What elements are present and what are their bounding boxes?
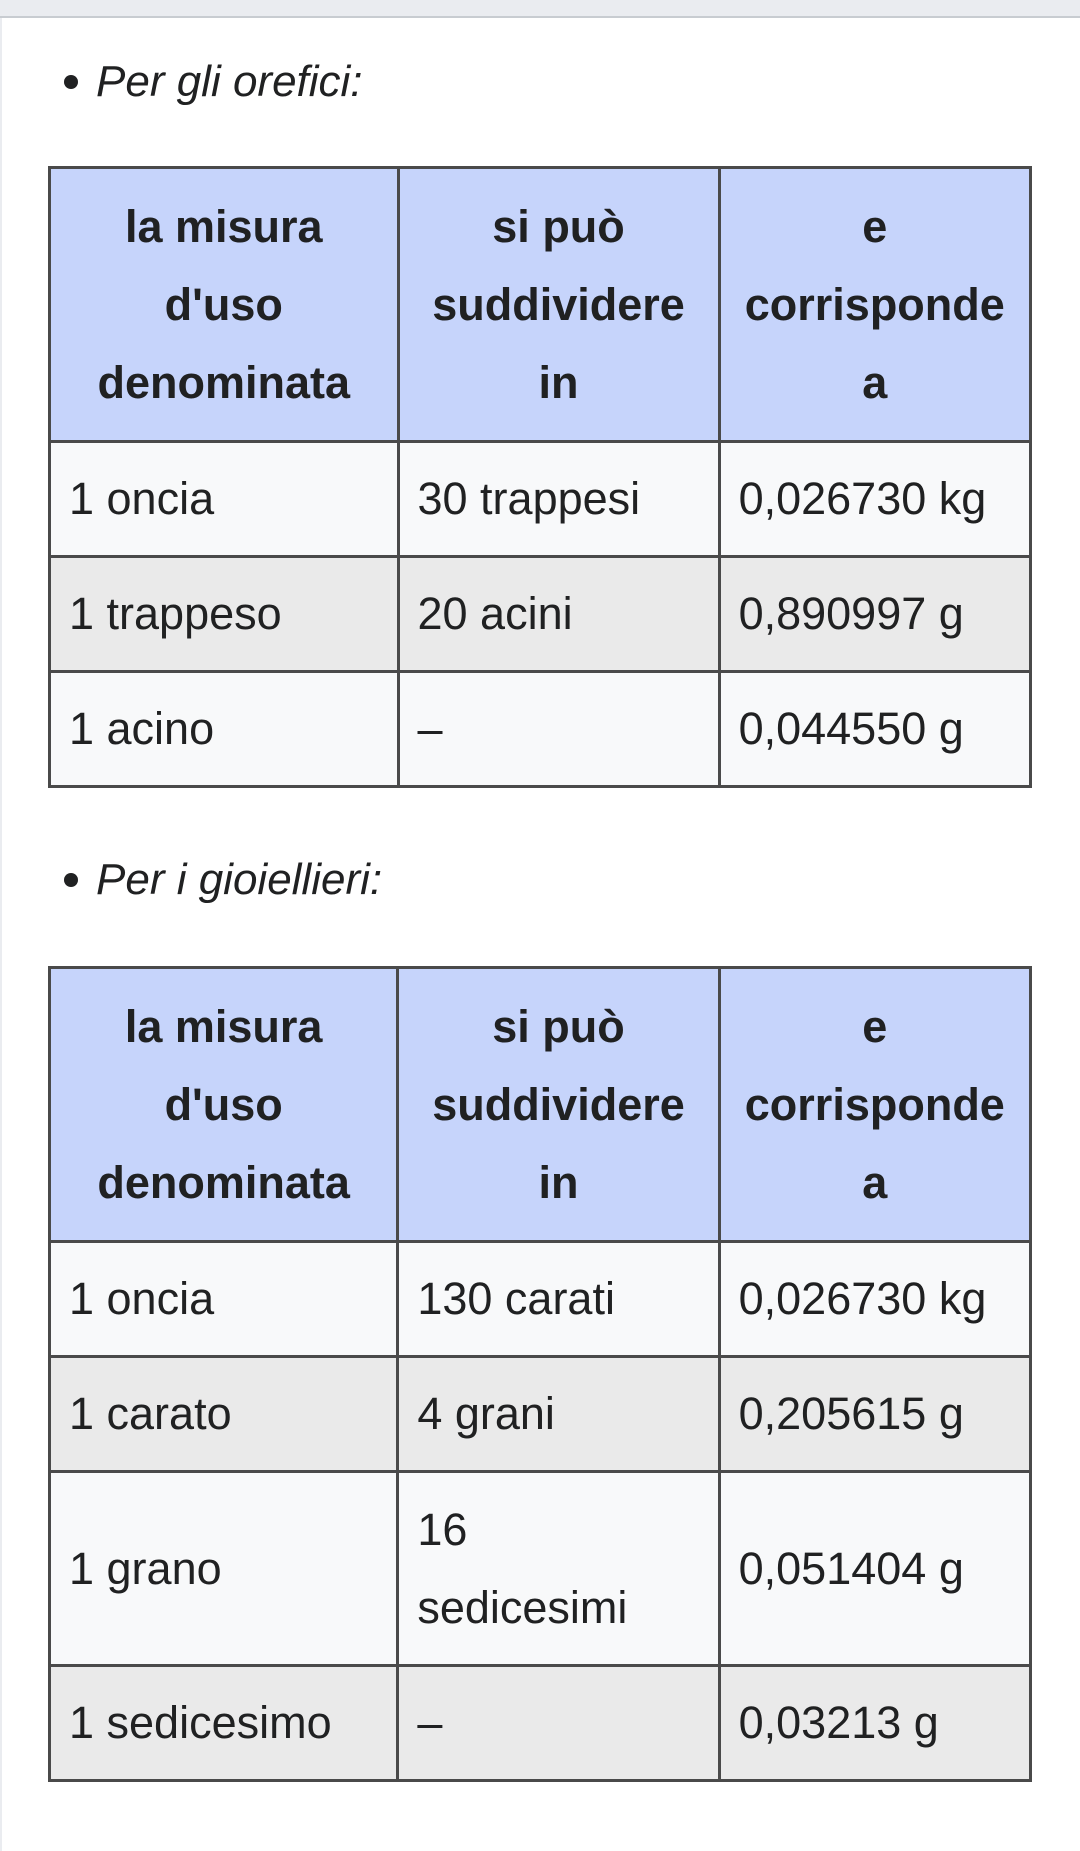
header-equivalent: e corrisponde a [719, 168, 1030, 442]
bullet-item [0, 836, 1080, 916]
cell-subdivision: 20 acini [398, 557, 719, 672]
header-unit-name: la misura d'uso denominata [50, 168, 399, 442]
cell-subdivision: 16 sedicesimi [398, 1472, 719, 1666]
cell-unit: 1 oncia [50, 442, 399, 557]
table-header-row [50, 968, 1031, 1242]
table-row [50, 1242, 1031, 1357]
orefici-weights-table [48, 166, 1032, 788]
section-gioiellieri [0, 836, 1080, 916]
cell-equivalent: 0,205615 g [719, 1357, 1030, 1472]
header-subdivision: si può suddividere in [398, 168, 719, 442]
bullet-dot-icon [64, 873, 78, 887]
bullet-dot-icon [64, 75, 78, 89]
cell-equivalent: 0,044550 g [719, 672, 1030, 787]
section-orefici [0, 38, 1080, 118]
table-row [50, 557, 1031, 672]
cell-unit: 1 acino [50, 672, 399, 787]
cell-equivalent: 0,026730 kg [719, 1242, 1030, 1357]
cell-subdivision: – [398, 1666, 719, 1781]
cell-equivalent: 0,890997 g [719, 557, 1030, 672]
table-header-row [50, 168, 1031, 442]
table-row [50, 1472, 1031, 1666]
header-equivalent: e corrisponde a [719, 968, 1030, 1242]
section-title: Per i gioiellieri: [96, 855, 383, 904]
cell-equivalent: 0,026730 kg [719, 442, 1030, 557]
section-title: Per gli orefici: [96, 57, 363, 106]
cell-subdivision: 30 trappesi [398, 442, 719, 557]
cell-unit: 1 carato [50, 1357, 398, 1472]
cell-unit: 1 grano [50, 1472, 398, 1666]
cell-unit: 1 sedicesimo [50, 1666, 398, 1781]
header-subdivision: si può suddividere in [398, 968, 719, 1242]
gioiellieri-weights-table [48, 966, 1032, 1782]
table-row [50, 672, 1031, 787]
cell-subdivision: – [398, 672, 719, 787]
cell-equivalent: 0,03213 g [719, 1666, 1030, 1781]
header-unit-name: la misura d'uso denominata [50, 968, 398, 1242]
cell-unit: 1 oncia [50, 1242, 398, 1357]
table-row [50, 1666, 1031, 1781]
table-row [50, 442, 1031, 557]
bullet-item [0, 38, 1080, 118]
top-scroll-strip [0, 0, 1080, 18]
table-row [50, 1357, 1031, 1472]
cell-unit: 1 trappeso [50, 557, 399, 672]
cell-subdivision: 130 carati [398, 1242, 719, 1357]
cell-equivalent: 0,051404 g [719, 1472, 1030, 1666]
cell-subdivision: 4 grani [398, 1357, 719, 1472]
left-edge-border [0, 18, 2, 1851]
